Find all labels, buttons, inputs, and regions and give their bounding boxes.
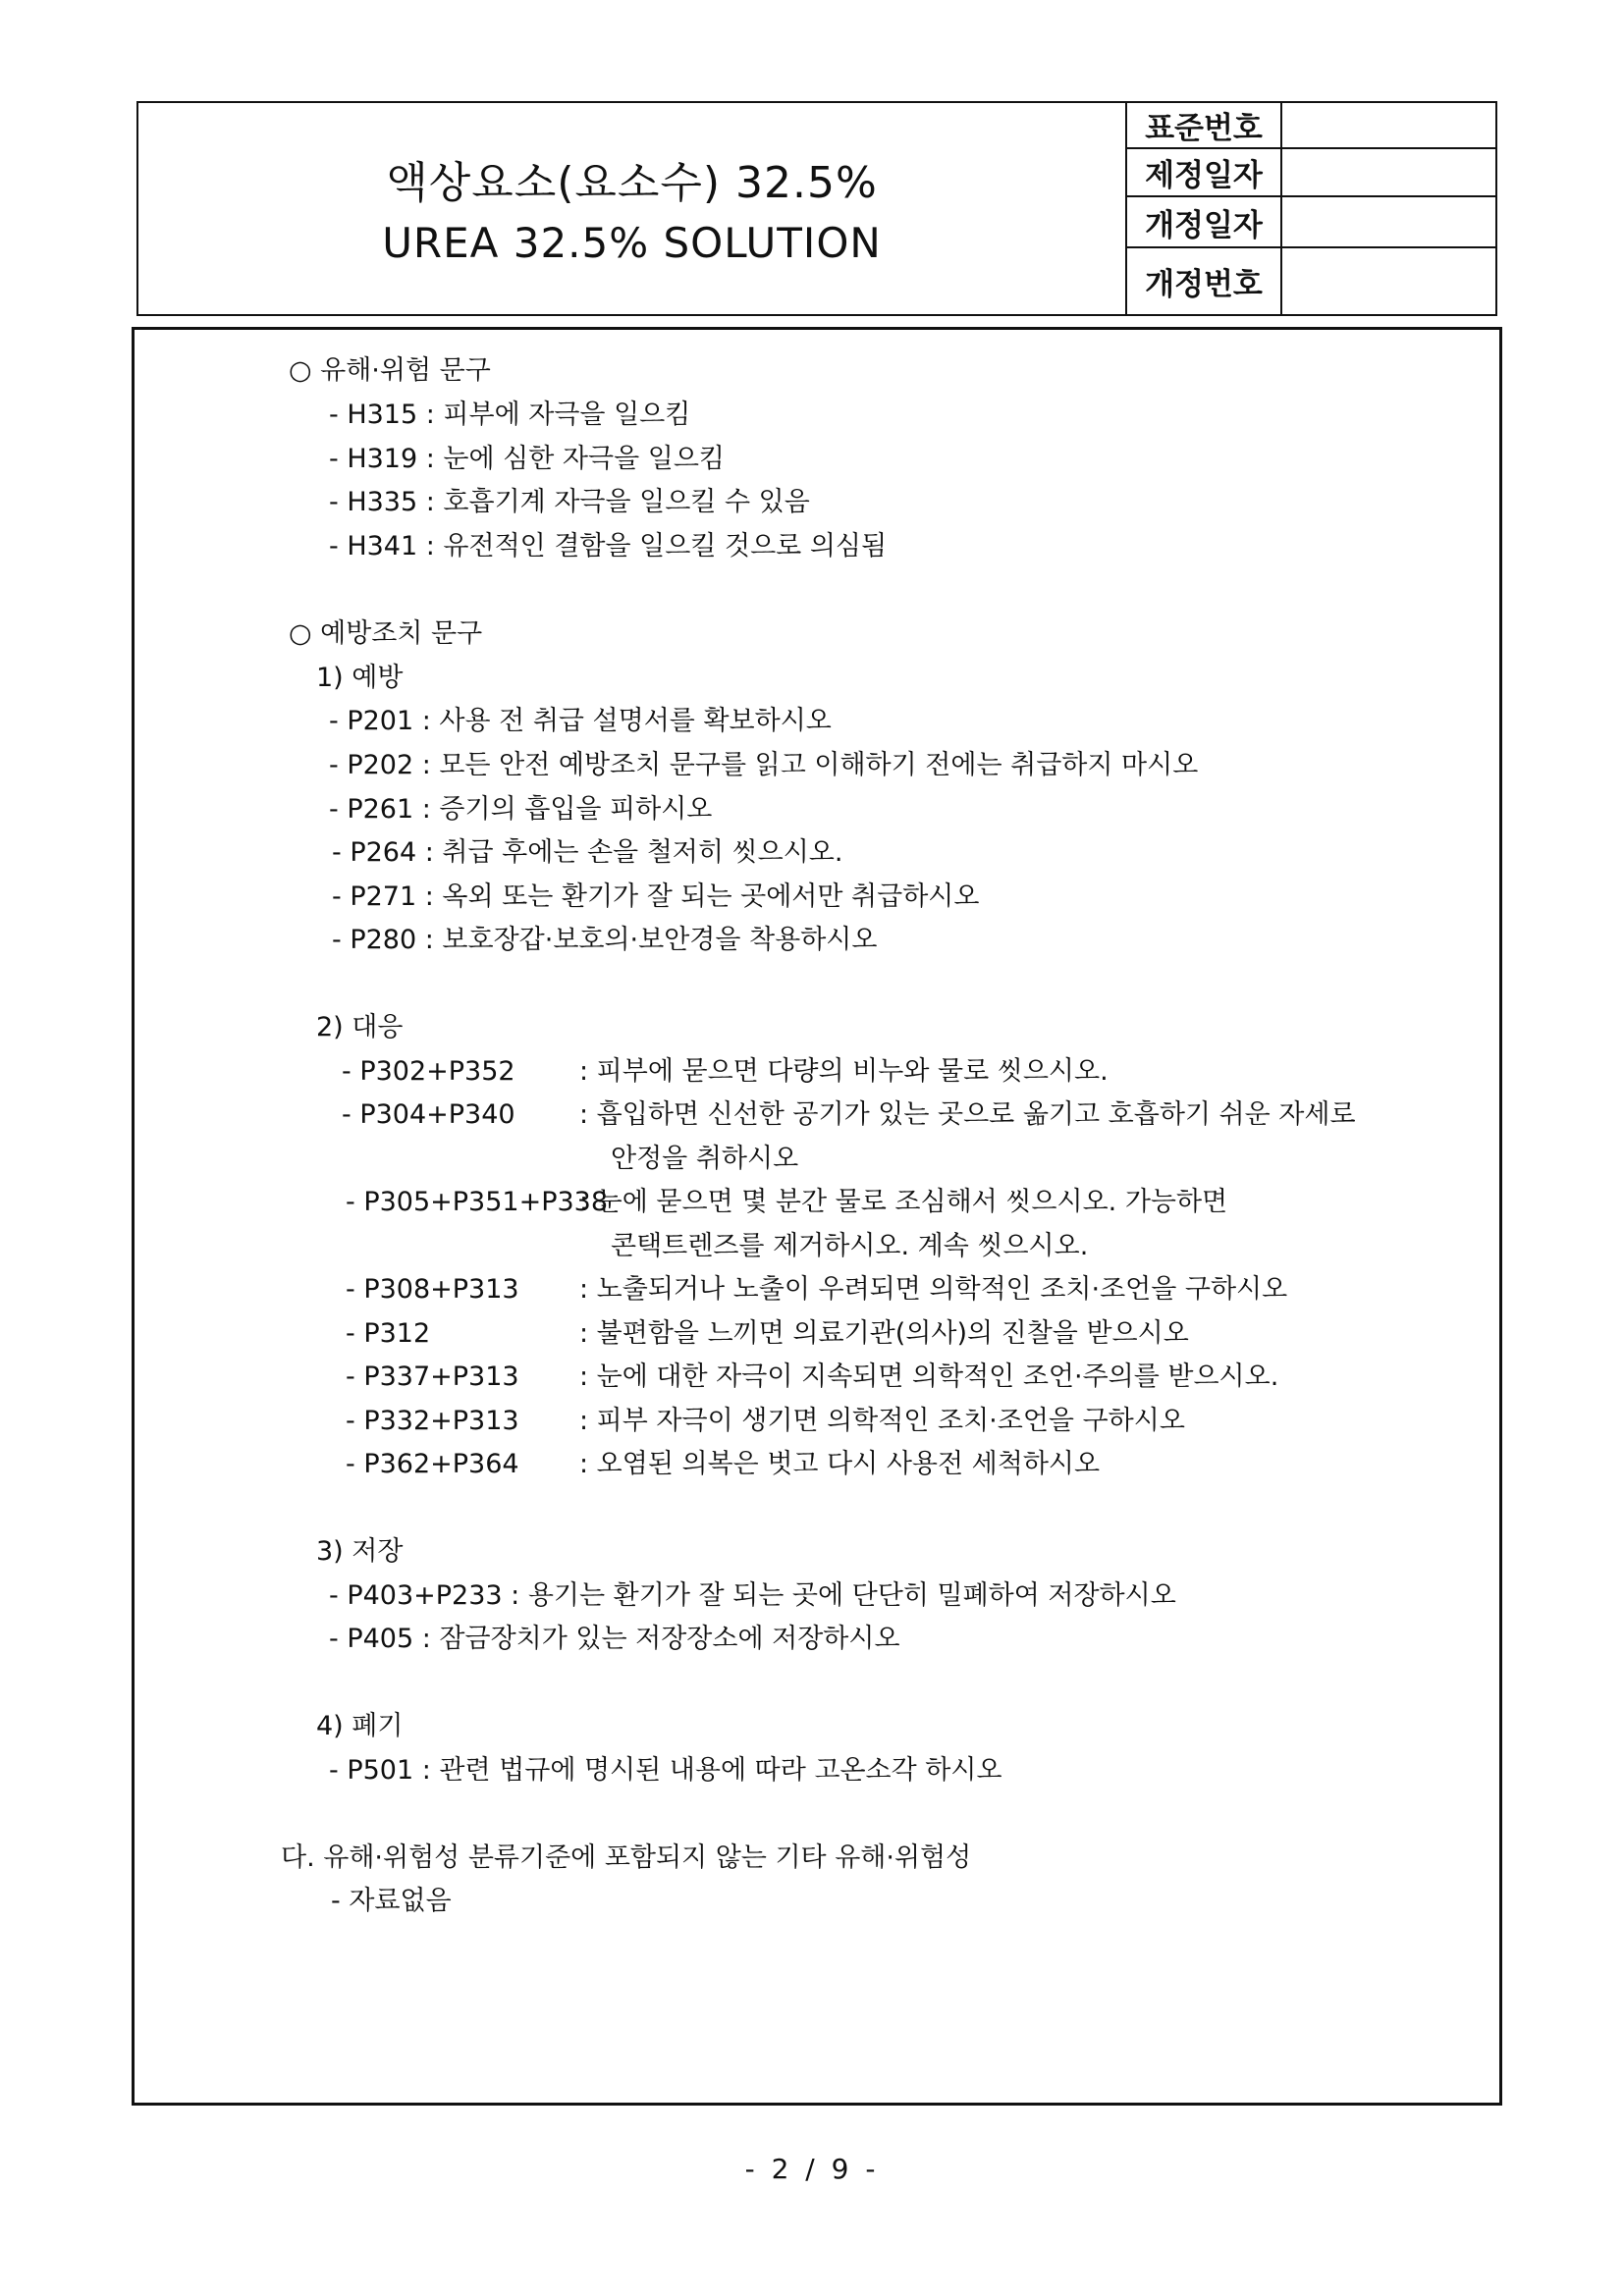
meta-label: 개정번호 xyxy=(1127,248,1282,314)
response-text: : 눈에 대한 자극이 지속되면 의학적인 조언·주의를 받으시오. xyxy=(579,1362,1279,1392)
other-hazards-heading: 다. 유해·위험성 분류기준에 포함되지 않는 기타 유해·위험성 xyxy=(281,1842,972,1873)
response-code: - P362+P364 xyxy=(346,1449,519,1479)
precaution-heading: ○ 예방조치 문구 xyxy=(289,618,483,649)
prevention-heading: 1) 예방 xyxy=(316,663,404,693)
response-code: - P305+P351+P338 xyxy=(346,1187,609,1217)
hazard-item: - H335 : 호흡기계 자극을 일으킬 수 있음 xyxy=(329,487,810,517)
response-text: : 노출되거나 노출이 우려되면 의학적인 조치·조언을 구하시오 xyxy=(579,1274,1288,1305)
meta-row-revision-number xyxy=(1127,248,1495,314)
hazard-heading: ○ 유해·위험 문구 xyxy=(289,355,491,386)
response-code: - P337+P313 xyxy=(346,1362,519,1392)
disposal-item: - P501 : 관련 법규에 명시된 내용에 따라 고온소각 하시오 xyxy=(329,1755,1002,1786)
title-cell xyxy=(138,103,1127,314)
response-text: : 오염된 의복은 벗고 다시 사용전 세척하시오 xyxy=(579,1449,1101,1479)
prevention-item: - P202 : 모든 안전 예방조치 문구를 읽고 이해하기 전에는 취급하지 마시오 xyxy=(329,750,1199,780)
response-code: - P302+P352 xyxy=(342,1056,515,1087)
prevention-item: - P264 : 취급 후에는 손을 철저히 씻으시오. xyxy=(332,837,843,868)
response-code: - P312 xyxy=(346,1318,431,1349)
page-number: - 2 / 9 - xyxy=(744,2153,880,2185)
document-header xyxy=(136,101,1497,316)
meta-row-revision-date xyxy=(1127,197,1495,248)
response-code: - P332+P313 xyxy=(346,1406,519,1436)
response-text: : 불편함을 느끼면 의료기관(의사)의 진찰을 받으시오 xyxy=(579,1318,1189,1349)
hazard-item: - H319 : 눈에 심한 자극을 일으킴 xyxy=(329,444,725,474)
response-text: : 눈에 묻으면 몇 분간 물로 조심해서 씻으시오. 가능하면 xyxy=(579,1187,1228,1217)
meta-value xyxy=(1282,197,1495,246)
meta-label: 표준번호 xyxy=(1127,103,1282,147)
meta-row-established-date xyxy=(1127,149,1495,197)
response-text-continued: 콘택트렌즈를 제거하시오. 계속 씻으시오. xyxy=(611,1231,1089,1261)
meta-value xyxy=(1282,149,1495,195)
storage-item: - P405 : 잠금장치가 있는 저장장소에 저장하시오 xyxy=(329,1624,900,1654)
prevention-item: - P280 : 보호장갑·보호의·보안경을 착용하시오 xyxy=(332,925,878,955)
prevention-item: - P261 : 증기의 흡입을 피하시오 xyxy=(329,794,713,825)
meta-label: 개정일자 xyxy=(1127,197,1282,246)
hazard-item: - H341 : 유전적인 결함을 일으킬 것으로 의심됨 xyxy=(329,531,888,561)
response-text-continued: 안정을 취하시오 xyxy=(611,1144,799,1174)
response-text: : 흡입하면 신선한 공기가 있는 곳으로 옮기고 호흡하기 쉬운 자세로 xyxy=(579,1099,1356,1130)
response-code: - P308+P313 xyxy=(346,1274,519,1305)
document-meta-table xyxy=(1127,103,1495,314)
title-english: UREA 32.5% SOLUTION xyxy=(382,219,882,267)
title-korean: 액상요소(요소수) 32.5% xyxy=(386,158,878,208)
response-text: : 피부에 묻으면 다량의 비누와 물로 씻으시오. xyxy=(579,1056,1109,1087)
prevention-item: - P271 : 옥외 또는 환기가 잘 되는 곳에서만 취급하시오 xyxy=(332,881,980,912)
response-code: - P304+P340 xyxy=(342,1099,515,1130)
storage-heading: 3) 저장 xyxy=(316,1536,404,1567)
response-text: : 피부 자극이 생기면 의학적인 조치·조언을 구하시오 xyxy=(579,1406,1185,1436)
response-heading: 2) 대응 xyxy=(316,1012,404,1042)
hazard-item: - H315 : 피부에 자극을 일으킴 xyxy=(329,400,691,430)
storage-item: - P403+P233 : 용기는 환기가 잘 되는 곳에 단단히 밀폐하여 저장하시오 xyxy=(329,1580,1176,1611)
prevention-item: - P201 : 사용 전 취급 설명서를 확보하시오 xyxy=(329,706,832,736)
meta-value xyxy=(1282,248,1495,314)
meta-value xyxy=(1282,103,1495,147)
meta-label: 제정일자 xyxy=(1127,149,1282,195)
disposal-heading: 4) 폐기 xyxy=(316,1711,404,1741)
other-hazards-item: - 자료없음 xyxy=(331,1886,452,1916)
meta-row-standard-number xyxy=(1127,103,1495,149)
